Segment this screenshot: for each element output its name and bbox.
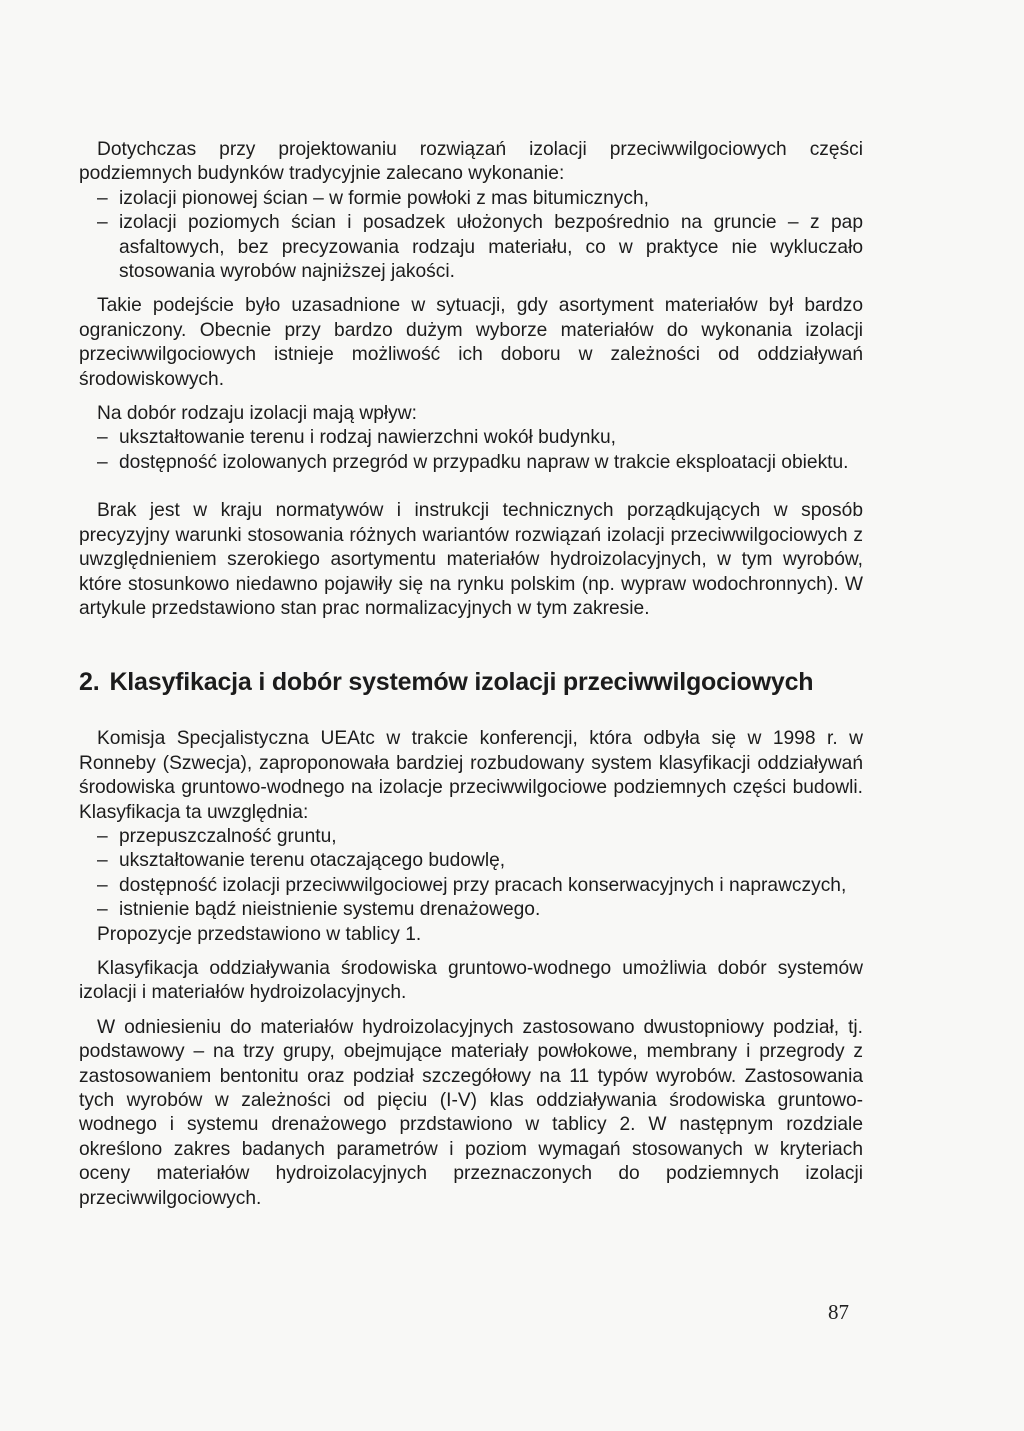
- section-paragraph-4: W odniesieniu do materiałów hydroizolacyjnych zastosowano dwustopniowy podział, tj. podstawowy – na trzy grupy, obejmujące materiały powłokowe, membrany i przegrody z zastosowaniem bentonitu oraz podział szczegółowy na 11 typów wyrobów. Zastosowania tych wyrobów w zależności od pięciu (I-V) klas oddziaływania środowiska gruntowo-wodnego i systemu drenażowego przdstawiono w tablicy 2. W następnym rozdziale określono zakres badanych parametrów i poziom wymagań stosowanych w kryteriach oceny materiałów hydroizolacyjnych przeznaczonych do podziemnych izolacji przeciwwilgociowych.: [79, 1016, 863, 1209]
- list-dash: –: [97, 899, 108, 921]
- list-item: [79, 451, 863, 475]
- section-paragraph-1: Komisja Specjalistyczna UEAtc w trakcie konferencji, która odbyła się w 1998 r. w Ronneby (Szwecja), zaproponowała bardziej rozbudowany system klasyfikacji oddziaływań środowiska gruntowo-wodnego na izolacje przeciwwilgociowe podziemnych części budowli. Klasyfikacja ta uwzględnia:: [79, 728, 863, 823]
- list-dash: –: [97, 212, 108, 234]
- intro-paragraph-2: Takie podejście było uzasadnione w sytuacji, gdy asortyment materiałów był bardzo ograniczony. Obecnie przy bardzo dużym wyborze materiałów do wykonania izolacji przeciwwilgociowych istnieje możliwość ich doboru w zależności od oddziaływań środowiskowych.: [79, 295, 863, 390]
- list-item: [79, 849, 863, 873]
- list-item: [79, 874, 863, 898]
- list-item-text: istnienie bądź nieistnienie systemu drenażowego.: [119, 899, 541, 921]
- intro-paragraph-3: Na dobór rodzaju izolacji mają wpływ:: [97, 403, 417, 425]
- section-title: Klasyfikacja i dobór systemów izolacji przeciwwilgociowych: [109, 668, 814, 697]
- page-number: 87: [828, 1300, 849, 1324]
- list-dash: –: [97, 850, 108, 872]
- section-paragraph-3: Klasyfikacja oddziaływania środowiska gruntowo-wodnego umożliwia dobór systemów izolacji i materiałów hydroizolacyjnych.: [79, 957, 863, 1004]
- section-heading: [79, 667, 863, 697]
- list-item: [79, 898, 863, 922]
- list-item-text: izolacji poziomych ścian i posadzek ułożonych bezpośrednio na gruncie – z pap asfaltowych, bez precyzowania rodzaju materiału, co w praktyce nie wykluczało stosowania wyrobów najniższej jakości.: [119, 212, 863, 283]
- list-item: [79, 211, 863, 284]
- list-item: [79, 426, 863, 450]
- list-dash: –: [97, 187, 108, 209]
- list-item-text: izolacji pionowej ścian – w formie powłoki z mas bitumicznych,: [119, 187, 649, 209]
- list-item-text: ukształtowanie terenu otaczającego budowlę,: [119, 850, 506, 872]
- section-paragraph-2: Propozycje przedstawiono w tablicy 1.: [97, 923, 422, 945]
- list-item-text: przepuszczalność gruntu,: [119, 825, 337, 847]
- intro-paragraph-4: Brak jest w kraju normatywów i instrukcji technicznych porządkujących w sposób precyzyjny warunki stosowania różnych wariantów rozwiązań izolacji przeciwwilgociowych z uwzględnieniem szerokiego asortymentu materiałów hydroizolacyjnych, w tym wyrobów, które stosunkowo niedawno pojawiły się na rynku polskim (np. wypraw wodochronnych). W artykule przedstawiono stan prac normalizacyjnych w tym zakresie.: [79, 500, 863, 619]
- list-item-text: dostępność izolacji przeciwwilgociowej przy pracach konserwacyjnych i naprawczych,: [119, 874, 847, 896]
- list-dash: –: [97, 825, 108, 847]
- intro-paragraph-1: Dotychczas przy projektowaniu rozwiązań izolacji przeciwwilgociowych części podziemnych budynków tradycyjnie zalecano wykonanie:: [79, 139, 863, 185]
- list-item: [79, 825, 863, 849]
- list-item-text: ukształtowanie terenu i rodzaj nawierzchni wokół budynku,: [119, 427, 617, 449]
- list-dash: –: [97, 427, 108, 449]
- page-body: [79, 138, 863, 1211]
- list-item-text: dostępność izolowanych przegród w przypadku napraw w trakcie eksploatacji obiektu.: [119, 451, 849, 473]
- section-number: 2.: [79, 668, 100, 697]
- list-dash: –: [97, 874, 108, 896]
- list-item: [79, 187, 863, 211]
- list-dash: –: [97, 451, 108, 473]
